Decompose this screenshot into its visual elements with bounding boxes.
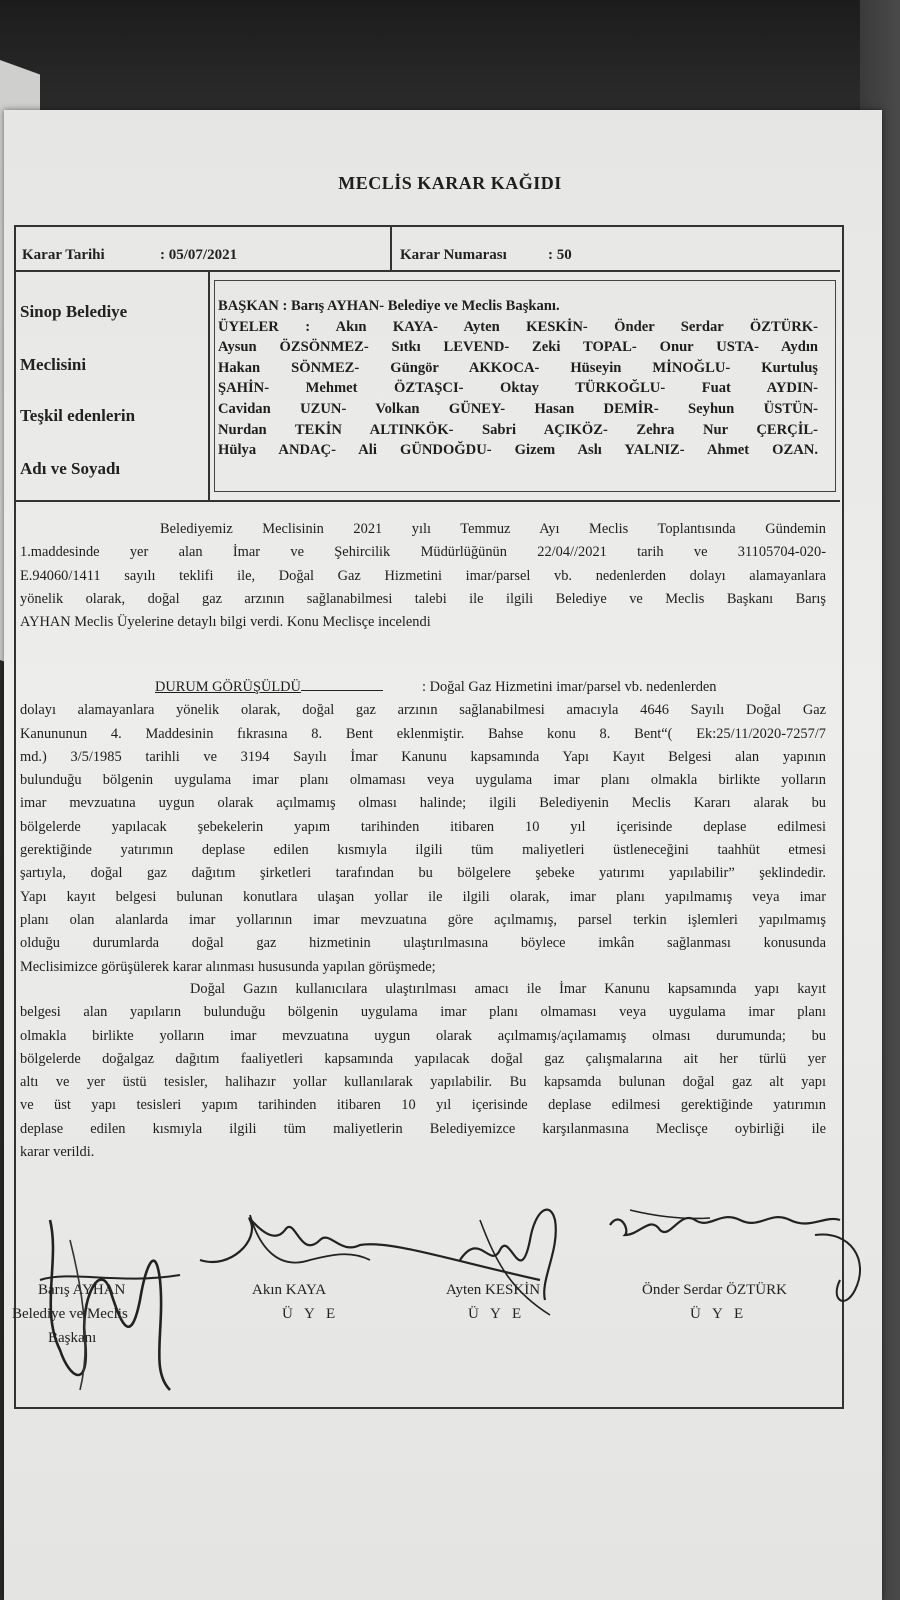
paragraph-line: ve üst yapı tesisleri yapım tarihinden itibaren 10 yıl içerisinde deplase edilmesi gerektiğinde yatırımın	[20, 1097, 826, 1114]
durum-heading: DURUM GÖRÜŞÜLDÜ	[155, 679, 301, 695]
durum-heading-wrap	[20, 676, 422, 699]
paragraph-line: gerektiğinde yatırımın deplase edilen kısmıyla ilgili tüm maliyetleri üstleneceğini taahhüt etmesi	[20, 842, 826, 859]
paragraph-line: 1.maddesinde yer alan İmar ve Şehircilik Müdürlüğünün 22/04//2021 tarih ve 31105704-020-	[20, 544, 826, 561]
paragraph-line: Kanununun 4. Maddesinin fıkrasına 8. Bent eklenmiştir. Bahse konu 8. Bent“( Ek:25/11/2020-7257/7	[20, 725, 826, 742]
decision-date: : 05/07/2021	[160, 247, 238, 263]
council-label-2: Meclisini	[20, 355, 87, 374]
members-line: ÜYELER : Akın KAYA- Ayten KESKİN- Önder Serdar ÖZTÜRK-	[218, 318, 818, 335]
signatory-2-name: Akın KAYA	[252, 1282, 327, 1298]
members-row-bottom	[14, 500, 840, 502]
header-divider	[390, 225, 392, 272]
paragraph-line: dolayı alamayanlara yönelik olarak, doğal gaz arzının sağlanabilmesi amacıyla 4646 Sayılı Doğal Gaz	[20, 702, 826, 719]
members-list	[218, 296, 818, 461]
decision-number: : 50	[548, 247, 572, 263]
members-divider	[208, 272, 210, 502]
paragraph-line: md.) 3/5/1985 tarihli ve 3194 Sayılı İmar Kanunu kapsamında Yapı Kayıt Belgesi alan yapının	[20, 748, 826, 765]
paragraph-line: olduğu durumlarda doğal gaz hizmetinin ulaştırılmasına böylece imkân sağlanması konusunda	[20, 935, 826, 952]
members-line: Hakan SÖNMEZ- Güngör AKKOCA- Hüseyin MİNOĞLU- Kurtuluş	[218, 359, 818, 376]
council-label-3: Teşkil edenlerin	[20, 406, 136, 425]
paragraph-line: altı ve yer üstü tesisler, halihazır yollar kullanılarak yapılabilir. Bu kapsamda bulunan doğal gaz alt yapı	[20, 1074, 826, 1091]
paragraph-line: bölgelerde yapılacak şebekelerin yapım tarihinden itibaren 10 yıl içerisinde deplase edilmesi	[20, 818, 826, 835]
signature-3-mark	[440, 1190, 590, 1320]
paragraph-line: Yapı kayıt belgesi bulunan konutlara ulaşan yollar ile ilgili olarak, imar planı yapılmamış veya imar	[20, 888, 826, 905]
members-line: Nurdan TEKİN ALTINKÖK- Sabri AÇIKÖZ- Zehra Nur ÇERÇİL-	[218, 421, 818, 438]
heading-underline	[301, 676, 383, 691]
paragraph-line: planı olan alanlarda imar yollarının imar mevzuatına göre açılmamış, parsel terkin işlemleri yapılmamış	[20, 911, 826, 928]
signature-1-mark	[30, 1200, 190, 1400]
paragraph-line: Belediyemiz Meclisinin 2021 yılı Temmuz Ayı Meclis Toplantısında Gündemin	[160, 521, 826, 537]
paragraph-line: şartıyla, doğal gaz dağıtım şirketleri tarafından bu bölgelere şebeke yatırımı yapılabilir” şeklindedir.	[20, 865, 826, 882]
members-line: BAŞKAN : Barış AYHAN- Belediye ve Meclis Başkanı.	[218, 298, 560, 314]
paragraph-line: imar mevzuatına uygun olarak açılmamış olması halinde; ilgili Belediyenin Meclis Kararı alarak bu	[20, 795, 826, 812]
paragraph-line: E.94060/1411 sayılı teklifi ile, Doğal Gaz Hizmetini imar/parsel vb. nedenlerden dolayı alamayanlara	[20, 567, 826, 584]
paragraph-line: bulunduğu bölgenin uygulama imar planı olmaması veya uygulama imar planı olmakla birlikte yolların	[20, 772, 826, 789]
members-line: Aysun ÖZSÖNMEZ- Sıtkı LEVEND- Zeki TOPAL- Onur USTA- Aydın	[218, 339, 818, 356]
signatory-1-role: Belediye ve Meclis	[12, 1306, 128, 1322]
paragraph-line: Doğal Gazın kullanıcılara ulaştırılması amacı ile İmar Kanunu kapsamında yapı kayıt	[190, 981, 826, 997]
paragraph-line: yönelik olarak, doğal gaz arzının sağlanabilmesi talebi ile ilgili Belediye ve Meclis Başkanı Barış	[20, 590, 826, 607]
signatory-1-name: Barış AYHAN	[38, 1282, 126, 1298]
signatory-4-role: Ü Y E	[690, 1306, 748, 1322]
document-title: MECLİS KARAR KAĞIDI	[338, 173, 562, 193]
intro-paragraph	[20, 518, 826, 634]
signatory-4-name: Önder Serdar ÖZTÜRK	[642, 1282, 787, 1298]
paragraph-line: AYHAN Meclis Üyelerine detaylı bilgi verdi. Konu Meclisçe incelendi	[20, 614, 431, 631]
paragraph-line: Meclisimizce görüşülerek karar alınması hususunda yapılan görüşmede;	[20, 958, 436, 975]
decision-number-label: Karar Numarası	[400, 247, 507, 263]
paragraph-line: belgesi alan yapıların bulunduğu bölgenin uygulama imar planı olmaması veya uygulama imar planı	[20, 1004, 826, 1021]
signatory-3-role: Ü Y E	[468, 1306, 526, 1322]
decision-date-label: Karar Tarihi	[22, 247, 105, 263]
signatory-1-role-2: Başkanı	[48, 1330, 97, 1346]
karar-paragraph	[20, 978, 826, 1164]
members-line: Hülya ANDAÇ- Ali GÜNDOĞDU- Gizem Aslı YALNIZ- Ahmet OZAN.	[218, 442, 818, 459]
signature-4-mark	[600, 1190, 880, 1300]
signatory-3-name: Ayten KESKİN	[446, 1282, 541, 1298]
paragraph-line: karar verildi.	[20, 1144, 95, 1161]
durum-first-rest: : Doğal Gaz Hizmetini imar/parsel vb. nedenlerden	[422, 679, 717, 695]
council-label-4: Adı ve Soyadı	[20, 459, 121, 478]
council-label-1: Sinop Belediye	[20, 302, 128, 321]
paragraph-line	[20, 676, 826, 699]
signatory-2-role: Ü Y E	[282, 1306, 340, 1322]
members-line: ŞAHİN- Mehmet ÖZTAŞCI- Oktay TÜRKOĞLU- Fuat AYDIN-	[218, 380, 818, 397]
durum-paragraph	[20, 676, 826, 979]
paragraph-line: bölgelerde doğalgaz dağıtım faaliyetleri kapsamında yapılacak doğal gaz çalışmalarına ait her türlü yer	[20, 1050, 826, 1067]
members-line: Cavidan UZUN- Volkan GÜNEY- Hasan DEMİR- Seyhun ÜSTÜN-	[218, 400, 818, 417]
paragraph-line: deplase edilen kısmıyla ilgili tüm maliyetlerin Belediyemizce karşılanmasına Meclisçe oybirliği ile	[20, 1120, 826, 1137]
paragraph-line: olmakla birlikte yolların imar mevzuatına uygun olarak açılmamış/açılamamış olması durumunda; bu	[20, 1027, 826, 1044]
